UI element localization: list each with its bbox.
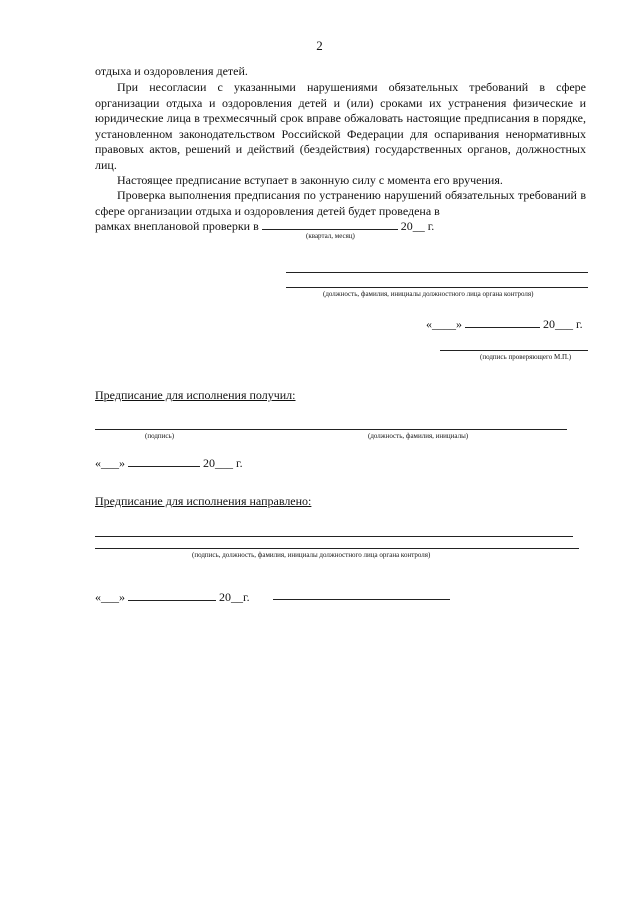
date-2-month-blank[interactable] [128, 455, 200, 467]
date-3-day: «___» [95, 590, 125, 604]
date-3-signature-line[interactable] [273, 599, 450, 600]
official-line-1[interactable] [286, 272, 588, 273]
received-line[interactable] [95, 429, 567, 430]
signer-line[interactable] [440, 350, 588, 351]
caption-signature: (подпись) [145, 432, 175, 440]
sent-line-2[interactable] [95, 548, 579, 549]
caption-quarter: (квартал, месяц) [306, 232, 355, 240]
date-2-year: 20___ г. [203, 456, 243, 470]
official-line-2[interactable] [286, 287, 588, 288]
date-1-year: 20___ г. [543, 317, 583, 331]
paragraph-effect: Настоящее предписание вступает в законную силу с момента его вручения. [117, 173, 503, 187]
date-3 [95, 589, 250, 605]
paragraph-inspection: Проверка выполнения предписания по устранению нарушений обязательных требований в сфере организации отдыха и оздоровления детей будет проведена в [95, 188, 586, 218]
date-3-year: 20__г. [219, 590, 250, 604]
quarter-blank[interactable] [262, 218, 398, 230]
sent-line-1[interactable] [95, 536, 573, 537]
date-2-day: «___» [95, 456, 125, 470]
page-number: 2 [316, 38, 323, 53]
date-1 [426, 316, 583, 332]
date-2 [95, 455, 243, 471]
date-3-month-blank[interactable] [128, 589, 216, 601]
section-received-title: Предписание для исполнения получил: [95, 388, 296, 402]
section-sent-title: Предписание для исполнения направлено: [95, 494, 312, 508]
paragraph-appeal: При несогласии с указанными нарушениями обязательных требований в сфере организации отдыха и оздоровления детей и (или) сроками их устранения физические и юридические лица в трехмесячный срок вправе обжаловать настоящие предписания в порядке, установленном законодательством Российской Федерации для оспаривания ненормативных правовых актов, решений и действий (бездействия) государственных органов, должностных лиц. [95, 80, 586, 172]
inspection-year: 20__ г. [400, 219, 435, 233]
caption-signature-full: (подпись, должность, фамилия, инициалы должностного лица органа контроля) [192, 551, 431, 559]
date-1-month-blank[interactable] [465, 316, 540, 328]
caption-official: (должность, фамилия, инициалы должностного лица органа контроля) [323, 290, 534, 298]
caption-signer: (подпись проверяющего М.П.) [480, 353, 572, 361]
paragraph-1: отдыха и оздоровления детей. [95, 64, 248, 78]
inspection-date-line [95, 218, 434, 234]
caption-position: (должность, фамилия, инициалы) [368, 432, 469, 440]
inspection-prefix: рамках внеплановой проверки в [95, 219, 259, 233]
date-1-day: «____» [426, 317, 462, 331]
